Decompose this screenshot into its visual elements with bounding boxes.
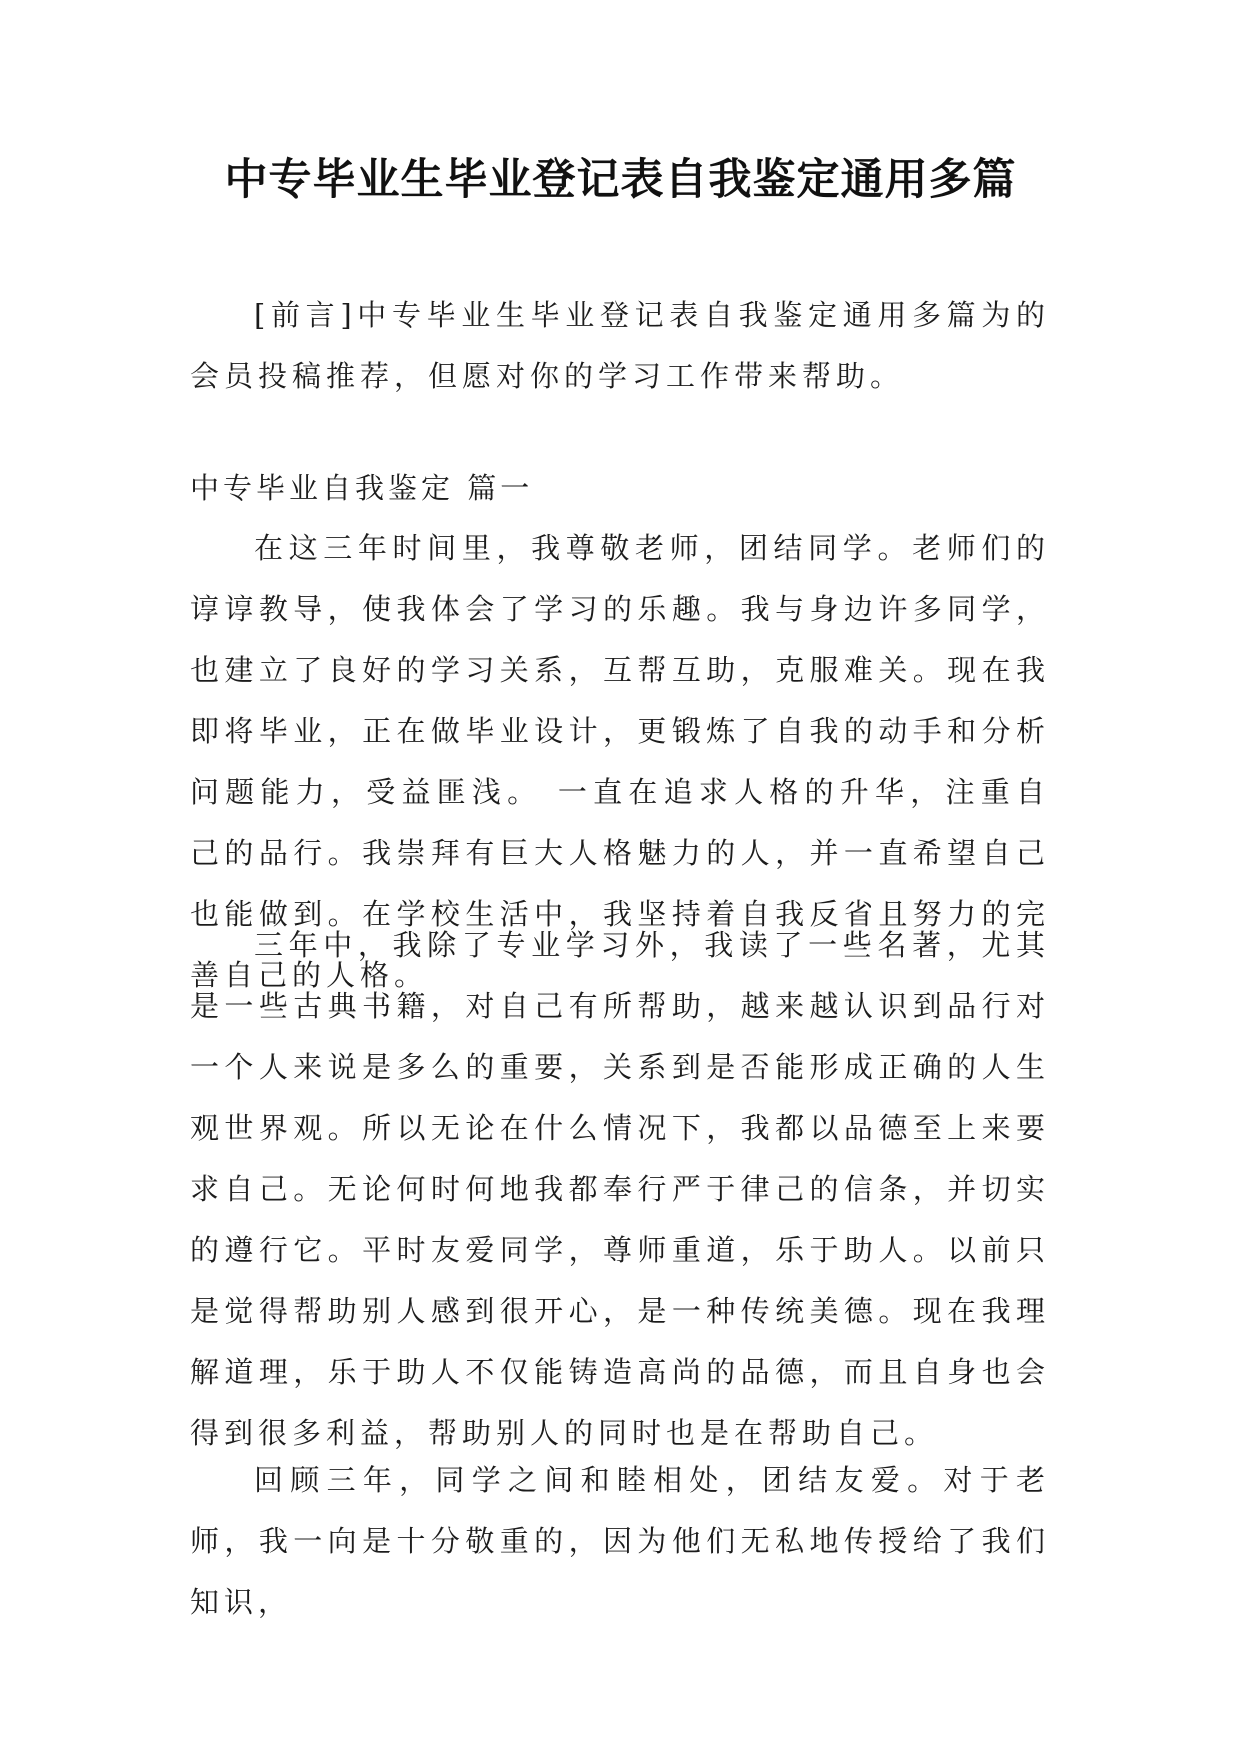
body-paragraph: 回顾三年，同学之间和睦相处，团结友爱。对于老师，我一向是十分敬重的，因为他们无私地传授给了我们知识， <box>190 1463 1050 1619</box>
section-heading: 中专毕业自我鉴定 篇一 <box>190 471 534 505</box>
preface-paragraph: [前言]中专毕业生毕业登记表自我鉴定通用多篇为的会员投稿推荐，但愿对你的学习工作带来帮助。 <box>190 298 1050 393</box>
body-paragraph: 三年中，我除了专业学习外，我读了一些名著，尤其是一些古典书籍，对自己有所帮助，越来越认识到品行对一个人来说是多么的重要，关系到是否能形成正确的人生观世界观。所以无论在什么情况下，我都以品德至上来要求自己。无论何时何地我都奉行严于律己的信条，并切实的遵行它。平时友爱同学，尊师重道，乐于助人。以前只是觉得帮助别人感到很开心，是一种传统美德。现在我理解道理，乐于助人不仅能铸造高尚的品德，而且自身也会得到很多利益，帮助别人的同时也是在帮助自己。 <box>190 928 1050 1450</box>
body-paragraph: 在这三年时间里，我尊敬老师，团结同学。老师们的谆谆教导，使我体会了学习的乐趣。我与身边许多同学，也建立了良好的学习关系，互帮互助，克服难关。现在我即将毕业，正在做毕业设计，更锻炼了自我的动手和分析问题能力，受益匪浅。 一直在追求人格的升华，注重自己的品行。我崇拜有巨大人格魅力的人，并一直希望自己也能做到。在学校生活中，我坚持着自我反省且努力的完善自己的人格。 <box>190 531 1050 992</box>
page-title: 中专毕业生毕业登记表自我鉴定通用多篇 <box>224 155 1017 205</box>
